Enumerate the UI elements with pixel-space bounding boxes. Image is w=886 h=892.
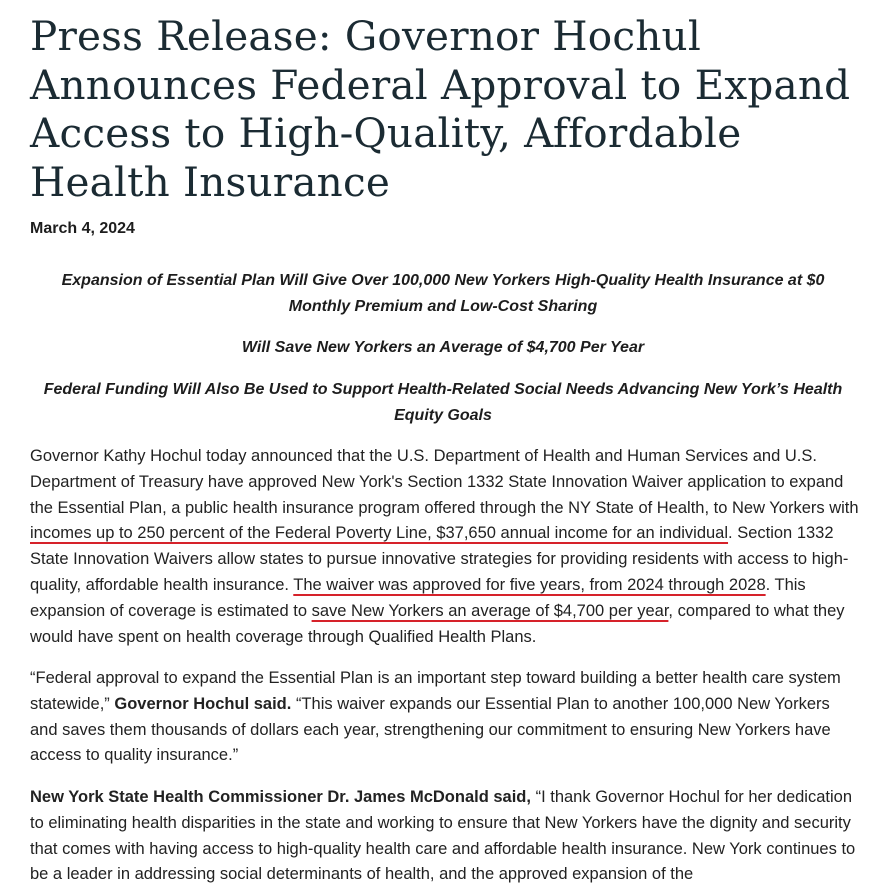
governor-quote-part-1: “Federal approval to expand the Essential Plan is an important step toward building a better health care system statewide,” <box>30 669 841 713</box>
release-date: March 4, 2024 <box>30 220 135 237</box>
paragraph-text: , compared to what they would have spent on health coverage through Qualified Health Plans. <box>30 601 845 646</box>
subheadline-3: Federal Funding Will Also Be Used to Support Health-Related Social Needs Advancing New York’s Health Equity Goals <box>43 381 843 424</box>
commissioner-quote: “I thank Governor Hochul for her dedication to eliminating health disparities in the state and working to ensure that New Yorkers have the dignity and security that comes with having access to high-quality health care and affordable health insurance. New York continues to be a leader in addressing social determinants of health, and the approved expansion of the <box>30 788 856 884</box>
body-paragraph-2 <box>30 666 860 769</box>
paragraph-text: . This expansion of coverage is estimated to <box>30 575 806 620</box>
governor-quote-part-2: “This waiver expands our Essential Plan to another 100,000 New Yorkers and saves them thousands of dollars each year, strengthening our commitment to ensuring New Yorkers have access to quality insurance.” <box>30 694 831 765</box>
subheadline-2: Will Save New Yorkers an Average of $4,700 Per Year <box>241 339 645 356</box>
quote-attribution: New York State Health Commissioner Dr. James McDonald said, <box>30 788 531 806</box>
paragraph-text: . Section 1332 State Innovation Waivers allow states to pursue innovative strategies for providing residents with access to high-quality, affordable health insurance. <box>30 524 849 594</box>
page-title: Press Release: Governor Hochul Announces Federal Approval to Expand Access to High-Quality, Affordable Health Insurance <box>30 12 851 206</box>
body-paragraph-1 <box>30 444 860 650</box>
quote-attribution: Governor Hochul said. <box>114 694 292 713</box>
body-paragraph-3 <box>30 785 860 888</box>
subheadline-1: Expansion of Essential Plan Will Give Over 100,000 New Yorkers High-Quality Health Insurance at $0 Monthly Premium and Low-Cost Sharing <box>61 272 825 315</box>
underlined-waiver-period: The waiver was approved for five years, from 2024 through 2028 <box>293 575 766 594</box>
underlined-income-limit: incomes up to 250 percent of the Federal Poverty Line, $37,650 annual income for an individual <box>30 524 729 543</box>
paragraph-text: Governor Kathy Hochul today announced that the U.S. Department of Health and Human Services and U.S. Department of Treasury have approved New York's Section 1332 State Innovation Waiver application to expand the Essential Plan, a public health insurance program offered through the NY State of Health, to New Yorkers with <box>30 447 859 517</box>
underlined-savings: save New Yorkers an average of $4,700 per year <box>311 601 669 620</box>
